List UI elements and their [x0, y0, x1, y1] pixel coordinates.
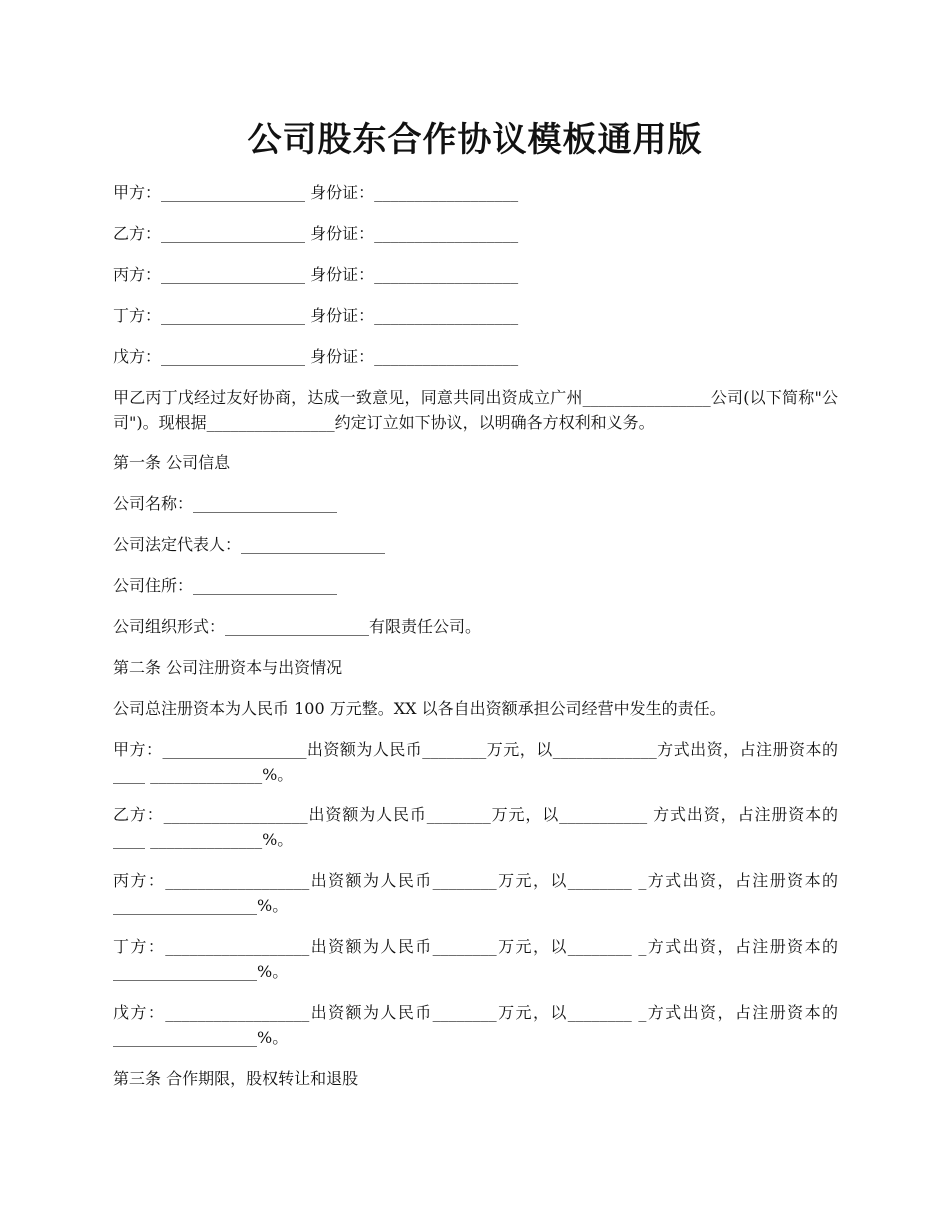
contribution-jia: 甲方：__________________出资额为人民币________万元，以_____________方式出资，占注册资本的 ____ ______________%。 [113, 740, 838, 784]
contribution-bing: 丙方：__________________出资额为人民币________万元，以________ _方式出资，占注册资本的 __________________%。 [113, 871, 838, 915]
contribution-yi: 乙方：__________________出资额为人民币________万元，以___________ 方式出资，占注册资本的 ____ ______________%。 [113, 805, 838, 849]
party-jia-line: 甲方：__________________ 身份证：__________________ [113, 183, 519, 202]
company-name-line: 公司名称：__________________ [113, 494, 338, 513]
party-yi-line: 乙方：__________________ 身份证：__________________ [113, 224, 519, 243]
contribution-wu: 戊方：__________________出资额为人民币________万元，以________ _方式出资，占注册资本的 __________________%。 [113, 1003, 838, 1047]
intro-paragraph: 甲乙丙丁戊经过友好协商，达成一致意见，同意共同出资成立广州________________公司(以下简称"公司")。现根据________________约定订立如下协议，以明确各方权利和义务。 [113, 388, 838, 432]
party-ding-line: 丁方：__________________ 身份证：__________________ [113, 306, 519, 325]
company-form-line: 公司组织形式：__________________有限责任公司。 [113, 617, 482, 636]
article1-heading: 第一条 公司信息 [113, 453, 231, 472]
contribution-ding: 丁方：__________________出资额为人民币________万元，以________ _方式出资，占注册资本的 __________________%。 [113, 937, 838, 981]
legal-rep-line: 公司法定代表人：__________________ [113, 535, 386, 554]
document-title: 公司股东合作协议模板通用版 [247, 120, 703, 160]
party-bing-line: 丙方：__________________ 身份证：__________________ [113, 265, 519, 284]
capital-line: 公司总注册资本为人民币 100 万元整。XX 以各自出资额承担公司经营中发生的责任。 [113, 699, 726, 718]
article2-heading: 第二条 公司注册资本与出资情况 [113, 658, 343, 677]
article3-heading: 第三条 合作期限，股权转让和退股 [113, 1069, 359, 1088]
company-address-line: 公司住所：__________________ [113, 576, 338, 595]
party-wu-line: 戊方：__________________ 身份证：__________________ [113, 347, 519, 366]
